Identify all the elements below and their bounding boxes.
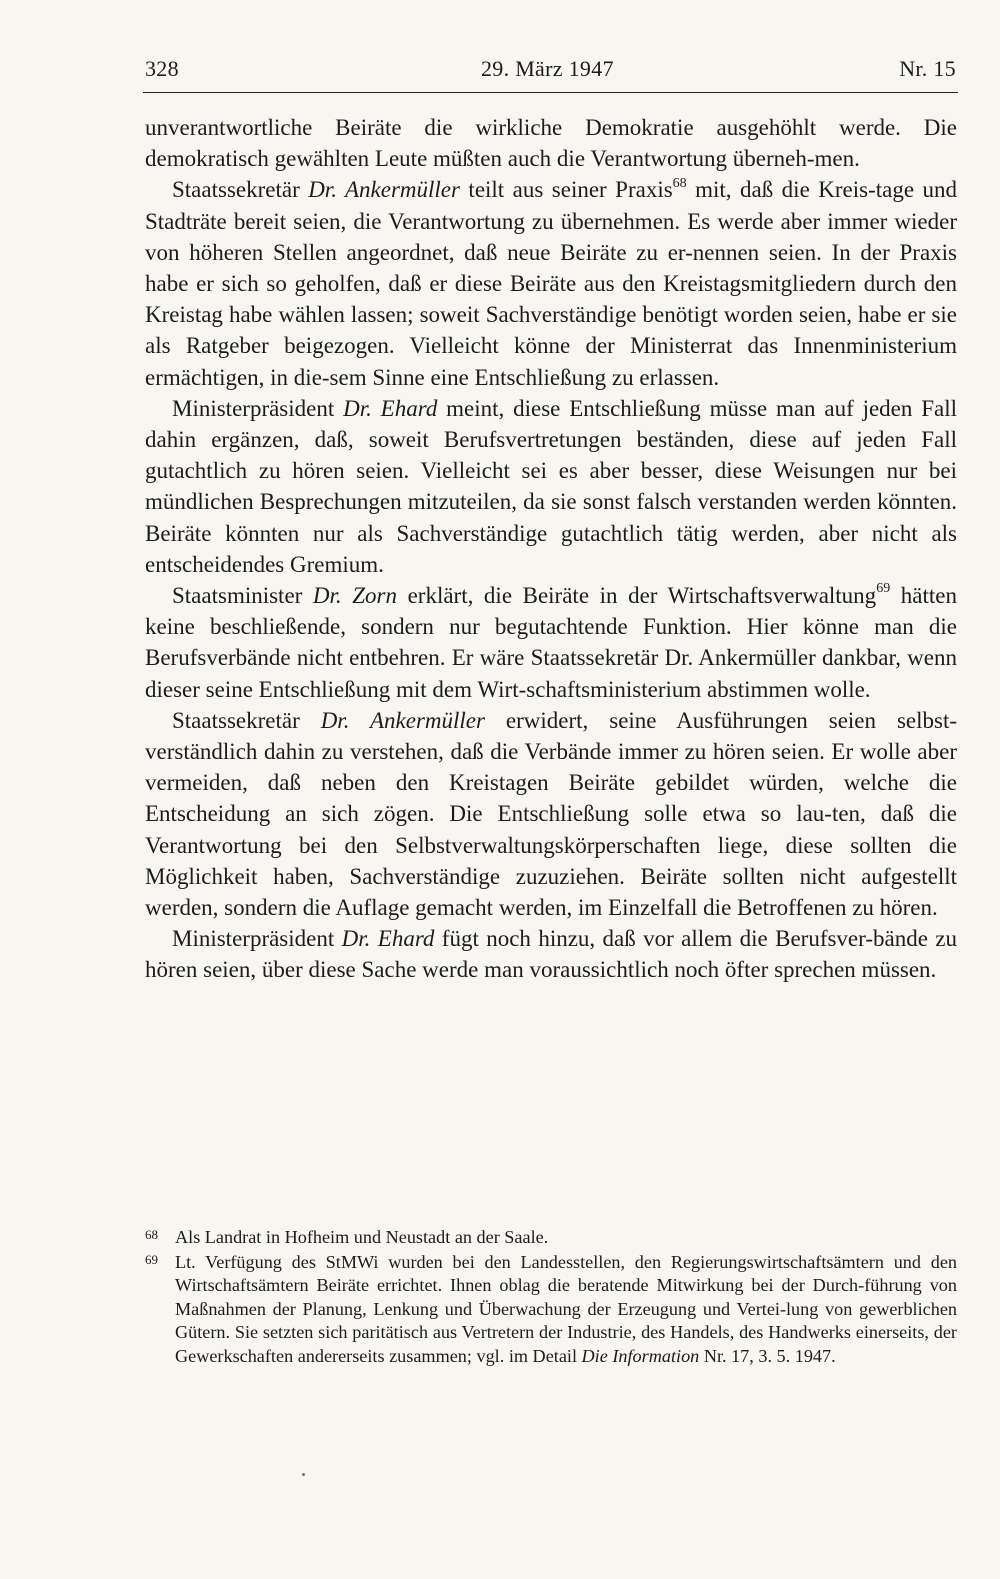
text-run: teilt aus seiner Praxis <box>459 177 673 203</box>
speaker-name: Dr. Ankermüller <box>320 707 485 733</box>
speaker-name: Dr. Ehard <box>341 926 435 952</box>
paper-speck <box>302 1473 305 1476</box>
text-run: Ministerpräsident <box>172 926 342 952</box>
text-run: fügt noch hinzu, daß vor allem die Berufsver-bände zu hören seien, über diese Sache werde man voraussichtlich noch öfter sprechen müssen. <box>145 926 957 983</box>
issue-number: Nr. 15 <box>899 56 956 81</box>
text-run: Nr. 17, 3. 5. 1947. <box>699 1345 836 1366</box>
text-run: Lt. Verfügung des StMWi wurden bei den Landesstellen, den Regierungswirtschaftsämtern und den Wirtschaftsämtern Beiräte errichtet. Ihnen oblag die beratende Mitwirkung bei der Durch-führung von Maßnahmen der Planung, Lenkung und Überwachung der Erzeugung und Vertei-lung von gewerblichen Gütern. Sie setzten sich paritätisch aus Vertretern der Industrie, des Handels, des Handwerks einerseits, der Gewerkschaften andererseits zusammen; vgl. im Detail <box>175 1251 957 1366</box>
text-run: erwidert, seine Ausführungen seien selbst-verständlich dahin zu verstehen, daß die Verbände immer zu hören seien. Er wolle aber vermeiden, daß neben den Kreistagen Beiräte gebildet würden, welche die Entscheidung an sich zögen. Die Entschließung solle etwa so lau-ten, daß die Verantwortung bei den Selbstverwaltungskörperschaften liege, diese sollten die Möglichkeit haben, Sachverständige zuzuziehen. Beiräte sollten nicht aufgestellt werden, sondern die Auflage gemacht werden, im Einzelfall die Betroffenen zu hören. <box>145 707 958 921</box>
footnote-number: 68 <box>145 1227 158 1242</box>
text-run: Als Landrat in Hofheim und Neustadt an der Saale. <box>175 1227 549 1247</box>
text-run: erklärt, die Beiräte in der Wirtschaftsverwaltung <box>397 583 877 609</box>
footnote <box>145 1251 957 1369</box>
text-run: unverantwortliche Beiräte die wirkliche Demokratie ausgehöhlt werde. Die demokratisch gewählten Leute müßten auch die Verantwortung überneh-men. <box>145 115 957 172</box>
running-header <box>143 56 958 93</box>
footnote-text <box>175 1252 957 1366</box>
text-run: mit, daß die Kreis-tage und Stadträte bereit seien, die Verantwortung zu übernehmen. Es werde aber immer wieder von höheren Stellen angeordnet, daß neue Beiräte zu er-nennen seien. In der Praxis habe er sich so geholfen, daß er diese Beiräte aus den Kreistagsmitgliedern durch den Kreistag habe wählen lassen; soweit Sachverständige benötigt worden seien, habe er sie als Ratgeber beigezogen. Vielleicht könne der Ministerrat das Innenministerium ermächtigen, in die-sem Sinne eine Entschließung zu erlassen. <box>145 177 957 390</box>
speaker-name: Die Information <box>581 1345 700 1366</box>
footnote-text <box>175 1227 548 1247</box>
main-text <box>145 112 957 986</box>
paragraph <box>145 705 957 923</box>
header-date: 29. März 1947 <box>481 56 614 81</box>
text-run: meint, diese Entschließung müsse man auf jeden Fall dahin ergänzen, daß, soweit Berufsvertretungen beständen, diese auf jeden Fall gutachtlich zu hören seien. Vielleicht sei es aber besser, diese Weisungen nur bei mündlichen Besprechungen mitzuteilen, da sie sonst falsch verstanden werden könnten. Beiräte könnten nur als Sachverständige gutachtlich tätig werden, aber nicht als entscheidendes Gremium. <box>145 395 957 577</box>
paragraph <box>145 580 957 705</box>
text-run: Ministerpräsident <box>172 395 344 421</box>
page-number: 328 <box>145 56 179 81</box>
footnote-reference: 68 <box>672 175 687 191</box>
paragraph <box>145 174 957 392</box>
footnotes <box>145 1226 957 1370</box>
paragraph <box>145 112 957 174</box>
footnote-reference: 69 <box>876 581 891 597</box>
paragraph <box>145 393 957 580</box>
speaker-name: Dr. Ehard <box>343 395 438 421</box>
speaker-name: Dr. Zorn <box>312 583 397 609</box>
footnote-number: 69 <box>145 1251 158 1267</box>
speaker-name: Dr. Ankermüller <box>308 177 460 203</box>
text-run: hätten keine beschließende, sondern nur begutachtende Funktion. Hier könne man die Berufsverbände nicht entbehren. Er wäre Staatssekretär Dr. Ankermüller dankbar, wenn dieser seine Entschließung mit dem Wirt-schaftsministerium abstimmen wolle. <box>145 583 957 702</box>
text-run: Staatssekretär <box>172 707 321 733</box>
text-run: Staatssekretär <box>172 177 309 203</box>
text-run: Staatsminister <box>172 583 313 609</box>
paragraph <box>145 923 957 985</box>
footnote <box>145 1226 957 1250</box>
